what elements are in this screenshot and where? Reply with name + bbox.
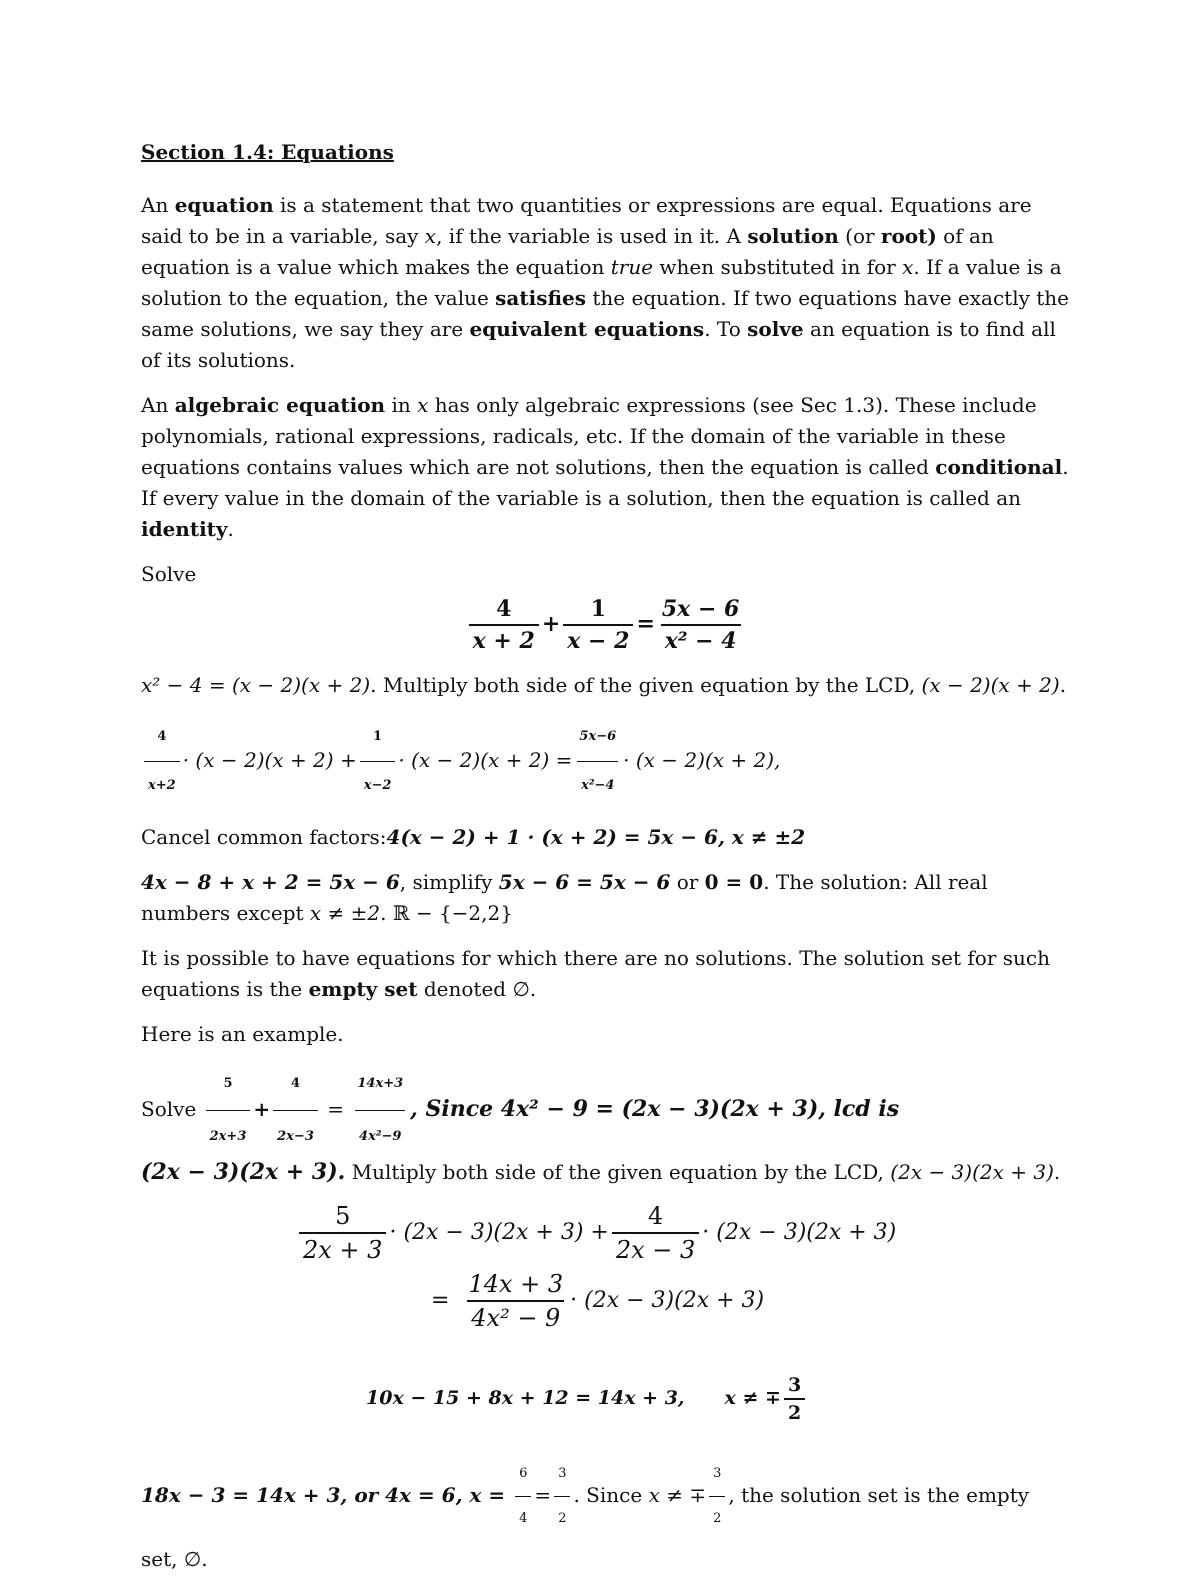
term-solution: solution: [747, 224, 839, 248]
equation-3: 10x − 15 + 8x + 12 = 14x + 3, x ≠ ∓ $\frac{3}{2}$: [141, 1374, 1071, 1424]
fraction: $\frac{5x-6}{\text{x²−4}}$: [575, 715, 620, 808]
term-equation: equation: [174, 193, 274, 217]
fraction: $\frac{3}{2}$: [784, 1374, 805, 1424]
simplify-line: 4x − 8 + x + 2 = 5x − 6, simplify 5x − 6 = 5x − 6 or 0 = 0. The solution: All real numbers except x ≠ ±2. ℝ − {−2,2}: [141, 870, 988, 925]
example-lcd-line: (2x − 3)(2x + 3). Multiply both side of the given equation by the LCD, (2x − 3)(2x + 3).: [141, 1159, 1061, 1185]
example-solve-line: Solve $\frac{5}{2x+3}$ + $\frac{4}{2x-3}$ = $\frac{14x+3}{\text{4x²−9}}$ , Since 4x² − 9 = (2x − 3)(2x + 3), lcd is: [141, 1060, 1071, 1161]
term-solve: solve: [747, 317, 804, 341]
paragraph-algebraic-equation: An algebraic equation in x has only algebraic expressions (see Sec 1.3). These include polynomials, rational expressions, radicals, etc. If the domain of the variable in these equations contains values which are not solutions, then the equation is called conditional. If every value in the domain of the variable is a solution, then the equation is called an identity.: [141, 393, 1069, 541]
final-line: 18x − 3 = 14x + 3, or 4x = 6, x = $\frac{6}{4}$ = $\frac{3}{2}$ . Since x ≠ ∓ $\frac{3}{2}$ , the solution set is the empty set, ∅.: [141, 1454, 1071, 1579]
fraction: $\frac{3}{2}$: [709, 1454, 725, 1539]
fraction: $\frac{5x - 6}{\text{x² − 4}}$: [661, 596, 740, 654]
fraction: $\frac{1}{x-2}$: [360, 715, 396, 808]
fraction: $\frac{4}{x + 2}$: [469, 596, 539, 654]
equation-2: $\frac{5}{2x + 3}$ · (2x − 3)(2x + 3) + $\frac{4}{2x - 3}$ · (2x − 3)(2x + 3) = $\frac{14x + 3}{\text{4x² − 9}}$ · (2x − 3)(2x + 3): [141, 1202, 1071, 1352]
term-identity: identity: [141, 517, 228, 541]
solve-label: Solve: [141, 562, 197, 586]
equation-1: $\frac{4}{x + 2}$ + $\frac{1}{x - 2}$ = $\frac{5x - 6}{\text{x² − 4}}$: [141, 596, 1071, 654]
example-label: Here is an example.: [141, 1022, 344, 1046]
paragraph-equation-definition: An equation is a statement that two quantities or expressions are equal. Equations are said to be in a variable, say x, if the variable is used in it. A solution (or root) of an equation is a value which makes the equation true when substituted in for x. If a value is a solution to the equation, the value satisfies the equation. If two equations have exactly the same solutions, we say they are equivalent equations. To solve an equation is to find all of its solutions.: [141, 193, 1070, 372]
fraction: $\frac{3}{2}$: [554, 1454, 570, 1539]
fraction: $\frac{14x+3}{\text{4x²−9}}$: [353, 1060, 407, 1161]
term-equivalent-equations: equivalent equations: [469, 317, 705, 341]
fraction: $\frac{5}{2x + 3}$: [299, 1202, 386, 1264]
fraction: $\frac{4}{2x - 3}$: [612, 1202, 699, 1264]
term-algebraic-equation: algebraic equation: [174, 393, 386, 417]
section-heading: Section 1.4: Equations: [141, 140, 394, 164]
lcd-line: x² − 4 = (x − 2)(x + 2). Multiply both side of the given equation by the LCD, (x − 2)(x + 2).: [141, 673, 1067, 697]
term-empty-set: empty set: [308, 977, 418, 1001]
multiply-line: $\frac{4}{x+2}$ · (x − 2)(x + 2) + $\frac{1}{x-2}$ · (x − 2)(x + 2) = $\frac{5x-6}{\text{x²−4}}$ · (x − 2)(x + 2),: [141, 715, 1071, 808]
term-conditional: conditional: [935, 455, 1063, 479]
fraction: $\frac{4}{2x-3}$: [273, 1060, 318, 1161]
fraction: $\frac{6}{4}$: [515, 1454, 531, 1539]
fraction: $\frac{5}{2x+3}$: [206, 1060, 251, 1161]
fraction: $\frac{4}{x+2}$: [144, 715, 180, 808]
document-page: [141, 140, 1071, 1579]
fraction: $\frac{14x + 3}{\text{4x² − 9}}$: [468, 1270, 564, 1332]
term-satisfies: satisfies: [495, 286, 587, 310]
cancel-line: Cancel common factors:4(x − 2) + 1 · (x + 2) = 5x − 6, x ≠ ±2: [141, 825, 806, 849]
paragraph-empty-set: It is possible to have equations for which there are no solutions. The solution set for such equations is the empty set denoted ∅.: [141, 946, 1050, 1001]
fraction: $\frac{1}{x - 2}$: [563, 596, 633, 654]
term-root: root): [880, 224, 937, 248]
